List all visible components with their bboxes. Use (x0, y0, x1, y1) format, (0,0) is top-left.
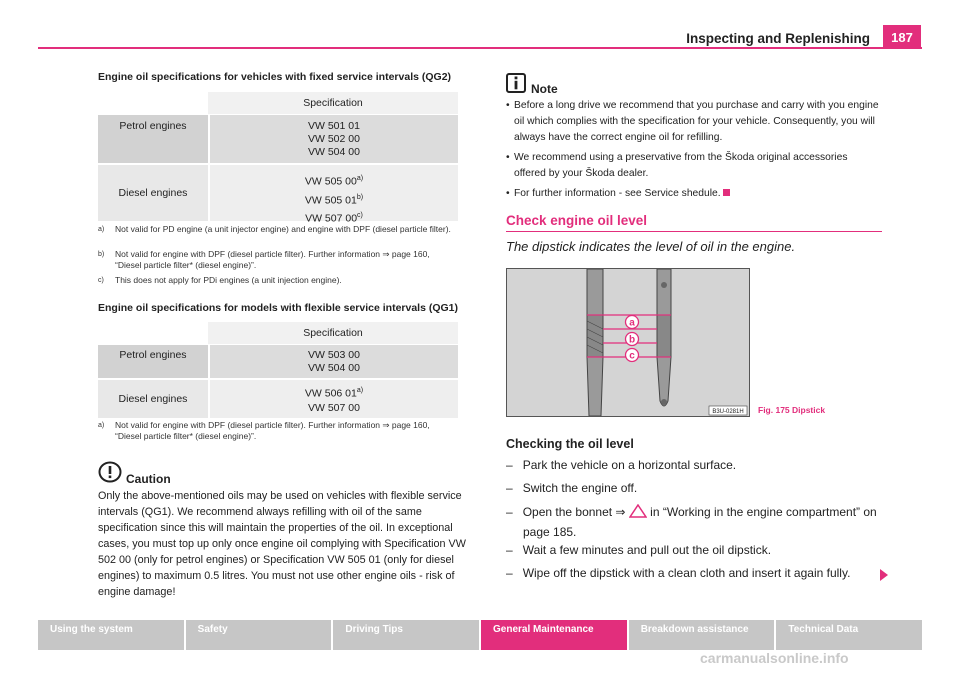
list-item: – Wait a few minutes and pull out the oil dipstick. (506, 543, 772, 557)
marker-b-label: b (628, 334, 636, 346)
page-number: 187 (883, 25, 921, 49)
spec-value: VW 501 01 (308, 120, 360, 132)
continue-arrow-icon[interactable] (880, 569, 888, 581)
table-row (98, 345, 458, 380)
dipstick-figure (506, 268, 750, 417)
list-item: • For further information - see Service shedule. (506, 186, 882, 202)
footnote: a) Not valid for PD engine (a unit injector engine) and engine with DPF (diesel particle filter). (98, 224, 451, 234)
section-subtitle: The dipstick indicates the level of oil in the engine. (506, 239, 796, 254)
row-label: Petrol engines (98, 345, 210, 378)
tab-technical-data[interactable]: Technical Data (776, 620, 922, 650)
tab-general-maintenance[interactable]: General Maintenance (481, 620, 627, 650)
section-rule (506, 231, 882, 232)
end-mark-icon (723, 189, 730, 196)
spec-value: VW 507 00 (308, 401, 360, 414)
note-list (506, 98, 882, 202)
tab-driving-tips[interactable]: Driving Tips (333, 620, 479, 650)
marker-a-label: a (629, 317, 635, 329)
table-row (98, 380, 458, 420)
list-item: – Park the vehicle on a horizontal surface. (506, 458, 737, 472)
list-item: – Wipe off the dipstick with a clean cloth and insert it again fully. (506, 566, 851, 580)
note-icon (506, 73, 526, 98)
running-header-title: Inspecting and Replenishing (686, 31, 870, 46)
row-label: Diesel engines (98, 165, 210, 221)
tab-safety[interactable]: Safety (186, 620, 332, 650)
header-rule (38, 47, 922, 49)
spec-value: VW 505 01 (304, 194, 357, 206)
footnote-ref: a) (356, 175, 364, 182)
qg1-table (98, 322, 458, 420)
footnote-ref: a) (356, 387, 364, 394)
marker-c-label: c (629, 350, 635, 362)
tab-breakdown-assistance[interactable]: Breakdown assistance (629, 620, 775, 650)
row-label: Diesel engines (98, 380, 210, 418)
qg2-heading: Engine oil specifications for vehicles with fixed service intervals (QG2) (98, 71, 452, 83)
table-row (98, 115, 458, 165)
checking-heading: Checking the oil level (506, 437, 634, 451)
dipstick-illustration (507, 269, 749, 416)
caution-text: Only the above-mentioned oils may be used on vehicles with flexible service intervals (QG1). We recommend always refilling with oil of the same specification since this will maintain the properties of the oil. In exceptional cases, you must top up only once engine oil complying with Specification VW 502 00 (only for petrol engines) or Specification VW 505 01 (only for diesel engines) to maximum 0.5 litres. You must not use other engine oils - risk of engine damage! (98, 490, 466, 598)
warning-triangle-icon (629, 504, 647, 521)
list-item: • We recommend using a preservative from the Škoda original accessories offered by your Škoda dealer. (506, 152, 848, 179)
list-item: • Before a long drive we recommend that you purchase and carry with you engine oil which complies with the specification for your vehicle. Consequently, you will always have the correct engine oil for refilling. (506, 100, 879, 143)
spec-value: VW 507 00 (305, 212, 358, 225)
chapter-nav (38, 620, 922, 650)
spec-value: VW 505 00 (304, 175, 357, 188)
note-title: Note (531, 82, 558, 96)
section-title: Check engine oil level (506, 213, 648, 228)
footnote-ref: b) (356, 193, 364, 201)
figure-code: B3U-0281H (712, 409, 744, 415)
caution-title: Caution (126, 472, 171, 486)
footnote: b) Not valid for engine with DPF (diesel particle filter). Further information ⇒ page 160, “Diesel particle filter* (diesel engine)”. (98, 249, 430, 270)
table-row (98, 165, 458, 223)
caution-icon (98, 461, 122, 488)
list-item: – Open the bonnet ⇒ in “Working in the engine compartment” on page 185. (506, 505, 877, 539)
watermark: carmanualsonline.info (700, 650, 849, 666)
spec-value: VW 502 00 (308, 133, 360, 145)
qg2-col-header: Specification (208, 92, 458, 114)
spec-value: VW 504 00 (308, 146, 360, 158)
footnote: a) Not valid for engine with DPF (diesel particle filter). Further information ⇒ page 160, “Diesel particle filter* (diesel engine)”. (98, 420, 430, 441)
footnote-ref: c) (357, 212, 363, 219)
qg1-heading: Engine oil specifications for models with flexible service intervals (QG1) (98, 302, 459, 314)
spec-value: VW 506 01 (304, 387, 357, 400)
row-label: Petrol engines (98, 115, 210, 163)
list-item: – Switch the engine off. (506, 481, 638, 495)
tab-using-the-system[interactable]: Using the system (38, 620, 184, 650)
footnote: c) This does not apply for PDi engines (a unit injection engine). (98, 275, 342, 285)
figure-caption: Fig. 175 Dipstick (758, 405, 826, 415)
qg2-table (98, 92, 458, 223)
qg1-col-header: Specification (208, 322, 458, 344)
spec-value: VW 503 00 (308, 349, 360, 361)
spec-value: VW 504 00 (308, 362, 360, 374)
